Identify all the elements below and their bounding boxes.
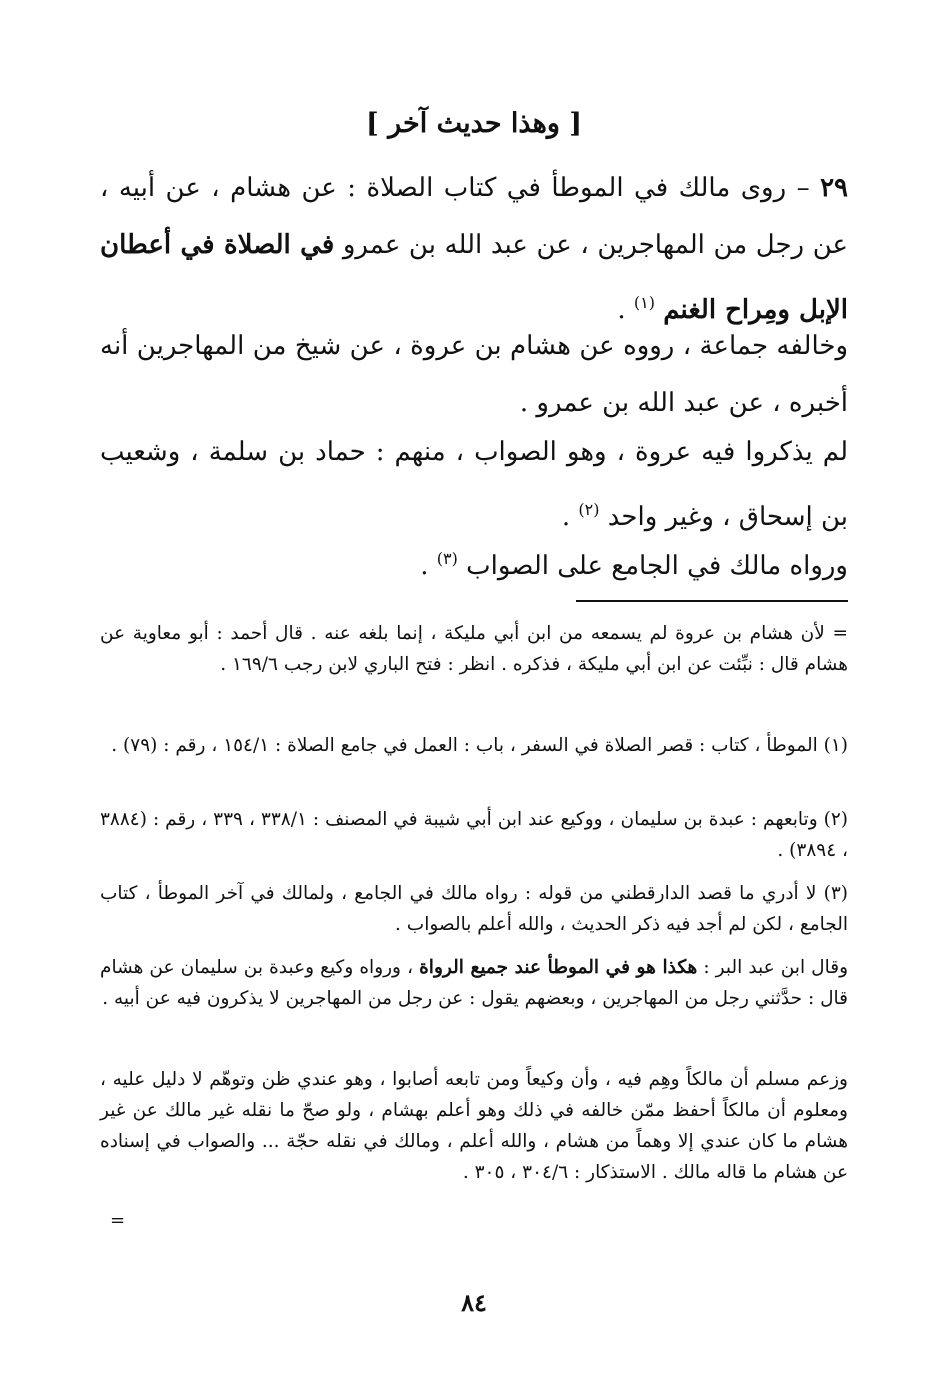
paragraph-correct: لم يذكروا فيه عروة ، وهو الصواب ، منهم : حماد بن سلمة ، وشعيب بن إسحاق ، وغير واحد $^{(٢)}$ . xyxy=(100,437,848,532)
paragraph-text: – روى مالك في الموطأ في كتاب الصلاة : عن هشام ، عن أبيه ، عن رجل من المهاجرين ، عن عبد الله بن عمرو xyxy=(100,173,849,260)
footnote-divider xyxy=(576,600,848,602)
footnote-continuation: = لأن هشام بن عروة لم يسمعه من ابن أبي مليكة ، إنما بلغه عنه . قال أحمد : أبو معاوية عن هشام قال : نبِّئت عن ابن أبي مليكة ، فذكره . انظر : فتح الباري لابن رجب ١٦٩/٦ . xyxy=(100,623,848,675)
footnote-1: (١) الموطأ ، كتاب : قصر الصلاة في السفر ، باب : العمل في جامع الصلاة : ١٥٤/١ ، رقم : (٧٩) . xyxy=(111,735,848,756)
bold-quote: هكذا هو في الموطأ عند جميع الرواة xyxy=(419,957,698,978)
footnote-3-muslim: وزعم مسلم أن مالكاً وهِم فيه ، وأن وكيعاً ومن تابعه أصابوا ، وهو عندي ظن وتوهّم لا دليل عليه ، ومعلوم أن مالكاً أحفظ ممّن خالفه في ذلك وهو أعلم بهشام ، ولو صحّ ما نقله غير مالك عن غير هشام ما كان عندي إلا وهماً من هشام ، والله أعلم ، ومالك في نقله حجّة ... والصواب في إسناده عن هشام ما قاله مالك . الاستذكار : ٣٠٤/٦ ، ٣٠٥ . xyxy=(100,1069,848,1183)
section-heading: [ وهذا حديث آخر ] xyxy=(365,108,583,139)
footnote-ref-3[interactable]: (٣) xyxy=(436,549,458,568)
paragraph-29: ٢٩ – روى مالك في الموطأ في كتاب الصلاة : عن هشام ، عن أبيه ، عن رجل من المهاجرين ، عن عبد الله بن عمرو في الصلاة في أعطان الإبل ومِراح الغنم $^{(١)}$ . xyxy=(100,173,849,325)
hadith-number: ٢٩ xyxy=(820,173,848,203)
page xyxy=(100,0,848,1383)
footnote-3: (٣) لا أدري ما قصد الدارقطني من قوله : رواه مالك في الجامع ، ولمالك في آخر الموطأ ، كتاب الجامع ، لكن لم أجد فيه ذكر الحديث ، والله أعلم بالصواب . xyxy=(100,883,848,935)
continues-mark: = xyxy=(110,1210,126,1231)
paragraph-opposition: وخالفه جماعة ، رووه عن هشام بن عروة ، عن شيخ من المهاجرين أنه أخبره ، عن عبد الله بن عمرو . xyxy=(100,331,848,418)
footnote-ref-1[interactable]: (١) xyxy=(633,293,655,312)
paragraph-malik: ورواه مالك في الجامع على الصواب $^{(٣)}$ . xyxy=(420,549,848,581)
footnote-3-ibn-abd-al-barr: وقال ابن عبد البر : هكذا هو في الموطأ عند جميع الرواة ، ورواه وكيع وعبدة بن سليمان عن هشام قال : حدَّثني رجل من المهاجرين ، وبعضهم يقول : عن رجل من المهاجرين لا يذكرون فيه عن أبيه . xyxy=(100,957,849,1009)
page-number: ٨٤ xyxy=(461,1288,487,1317)
footnote-2: (٢) وتابعهم : عبدة بن سليمان ، ووكيع عند ابن أبي شيبة في المصنف : ٣٣٨/١ ، ٣٣٩ ، رقم : (٣٨٨٤ ، ٣٨٩٤) . xyxy=(100,809,848,861)
bold-phrase: في الصلاة في أعطان الإبل ومِراح الغنم xyxy=(100,230,848,325)
footnote-ref-2[interactable]: (٢) xyxy=(578,500,600,519)
